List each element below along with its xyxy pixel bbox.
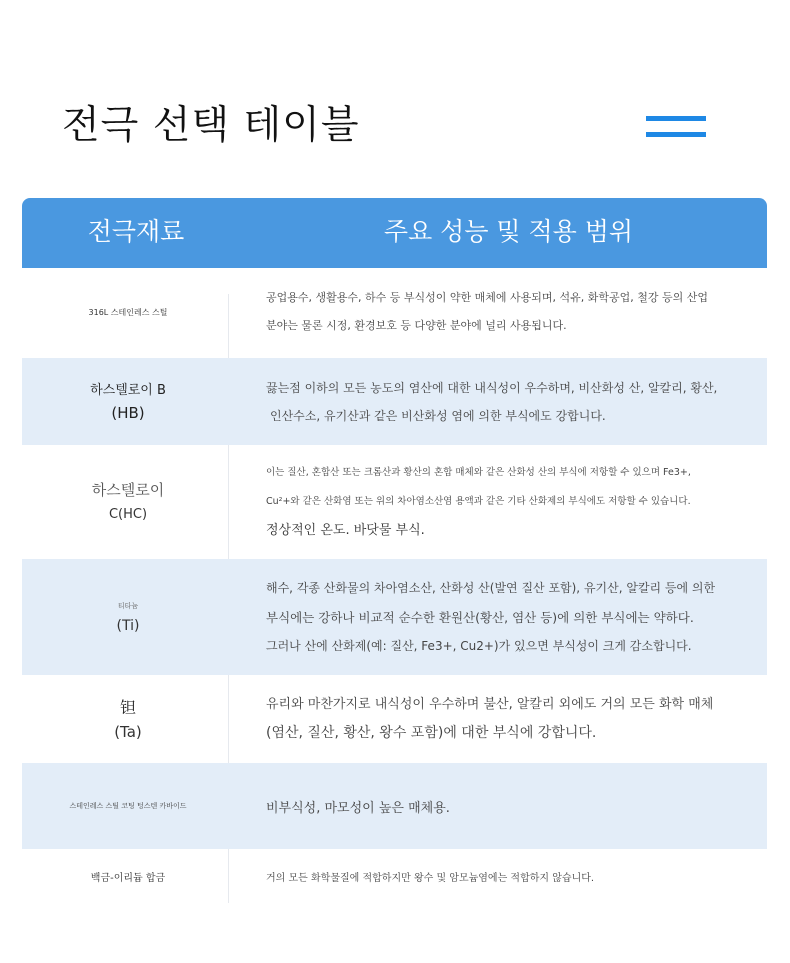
- page-title: 전극 선택 테이블: [62, 103, 360, 148]
- material-cell: [22, 268, 234, 356]
- material-cell: [22, 676, 234, 762]
- material-name: 하스텔로이: [91, 480, 165, 499]
- description-cell: [266, 676, 756, 762]
- table-row: [22, 445, 767, 558]
- description-line: 이는 질산, 혼합산 또는 크롬산과 황산의 혼합 매체와 같은 산화성 산의 부식에 저항할 수 있으며 Fe3+,: [266, 467, 691, 478]
- description-line: 해수, 각종 산화물의 차아염소산, 산화성 산(발연 질산 포함), 유기산, 알칼리 등에 의한: [266, 580, 716, 595]
- material-name: 백금-이리듐 합금: [90, 873, 166, 884]
- description-line: Cu²+와 같은 산화염 또는 위의 차아염소산염 용액과 같은 기타 산화제의 부식에도 저항할 수 있습니다.: [266, 496, 691, 507]
- material-name: 하스텔로이 B: [90, 382, 166, 398]
- description-cell: [266, 358, 756, 445]
- description-cell: [266, 850, 756, 903]
- description-line: 정상적인 온도. 바닷물 부식.: [266, 523, 425, 538]
- table-row: [22, 676, 767, 762]
- material-cell: [22, 763, 234, 849]
- description-line: 거의 모든 화학물질에 적합하지만 왕수 및 암모늄염에는 적합하지 않습니다.: [266, 873, 595, 884]
- material-name: 钽: [119, 698, 136, 717]
- table-header: [22, 198, 767, 268]
- material-name: 스테인레스 스틸 코팅 텅스텐 카바이드: [69, 802, 187, 810]
- material-code: C(HC): [108, 506, 148, 522]
- material-code: (HB): [111, 403, 145, 422]
- description-line: (염산, 질산, 황산, 왕수 포함)에 대한 부식에 강합니다.: [266, 725, 597, 741]
- table-row: [22, 559, 767, 675]
- description-line: 공업용수, 생활용수, 하수 등 부식성이 약한 매체에 사용되며, 석유, 화학공업, 철강 등의 산업: [266, 291, 708, 304]
- hamburger-menu-icon[interactable]: [646, 116, 706, 138]
- material-cell: [22, 358, 234, 445]
- material-cell: [22, 445, 234, 558]
- table-row: [22, 763, 767, 849]
- description-line: 그러나 산에 산화제(예: 질산, Fe3+, Cu2+)가 있으면 부식성이 크게 감소합니다.: [266, 638, 692, 653]
- menu-icon-bar-bottom: [646, 132, 706, 137]
- menu-icon-bar-top: [646, 116, 706, 121]
- description-cell: [266, 445, 756, 558]
- material-name: 티타늄: [117, 602, 139, 610]
- material-code: (Ti): [116, 618, 140, 634]
- description-cell: [266, 268, 756, 356]
- description-line: 분야는 물론 시정, 환경보호 등 다양한 분야에 널리 사용됩니다.: [266, 319, 567, 332]
- column-header-performance: 주요 성능 및 적용 범위: [383, 217, 634, 246]
- table-row: [22, 268, 767, 356]
- table-row: [22, 850, 767, 903]
- description-line: 끓는점 이하의 모든 농도의 염산에 대한 내식성이 우수하며, 비산화성 산, 알칼리, 황산,: [266, 380, 718, 395]
- description-line: 비부식성, 마모성이 높은 매체용.: [266, 800, 450, 816]
- description-cell: [266, 763, 756, 849]
- description-line: 부식에는 강하나 비교적 순수한 환원산(황산, 염산 등)에 의한 부식에는 약하다.: [266, 609, 694, 625]
- description-cell: [266, 559, 756, 675]
- material-code: (Ta): [114, 723, 142, 741]
- table-row: [22, 358, 767, 445]
- description-line: 인산수소, 유기산과 같은 비산화성 염에 의한 부식에도 강합니다.: [270, 408, 606, 423]
- description-line: 유리와 마찬가지로 내식성이 우수하며 불산, 알칼리 외에도 거의 모든 화학 매체: [266, 697, 714, 712]
- material-cell: [22, 850, 234, 903]
- material-cell: [22, 559, 234, 675]
- electrode-selection-table: [22, 198, 767, 903]
- column-header-material: 전극재료: [87, 217, 185, 246]
- material-name: 316L 스테인레스 스틸: [88, 307, 168, 317]
